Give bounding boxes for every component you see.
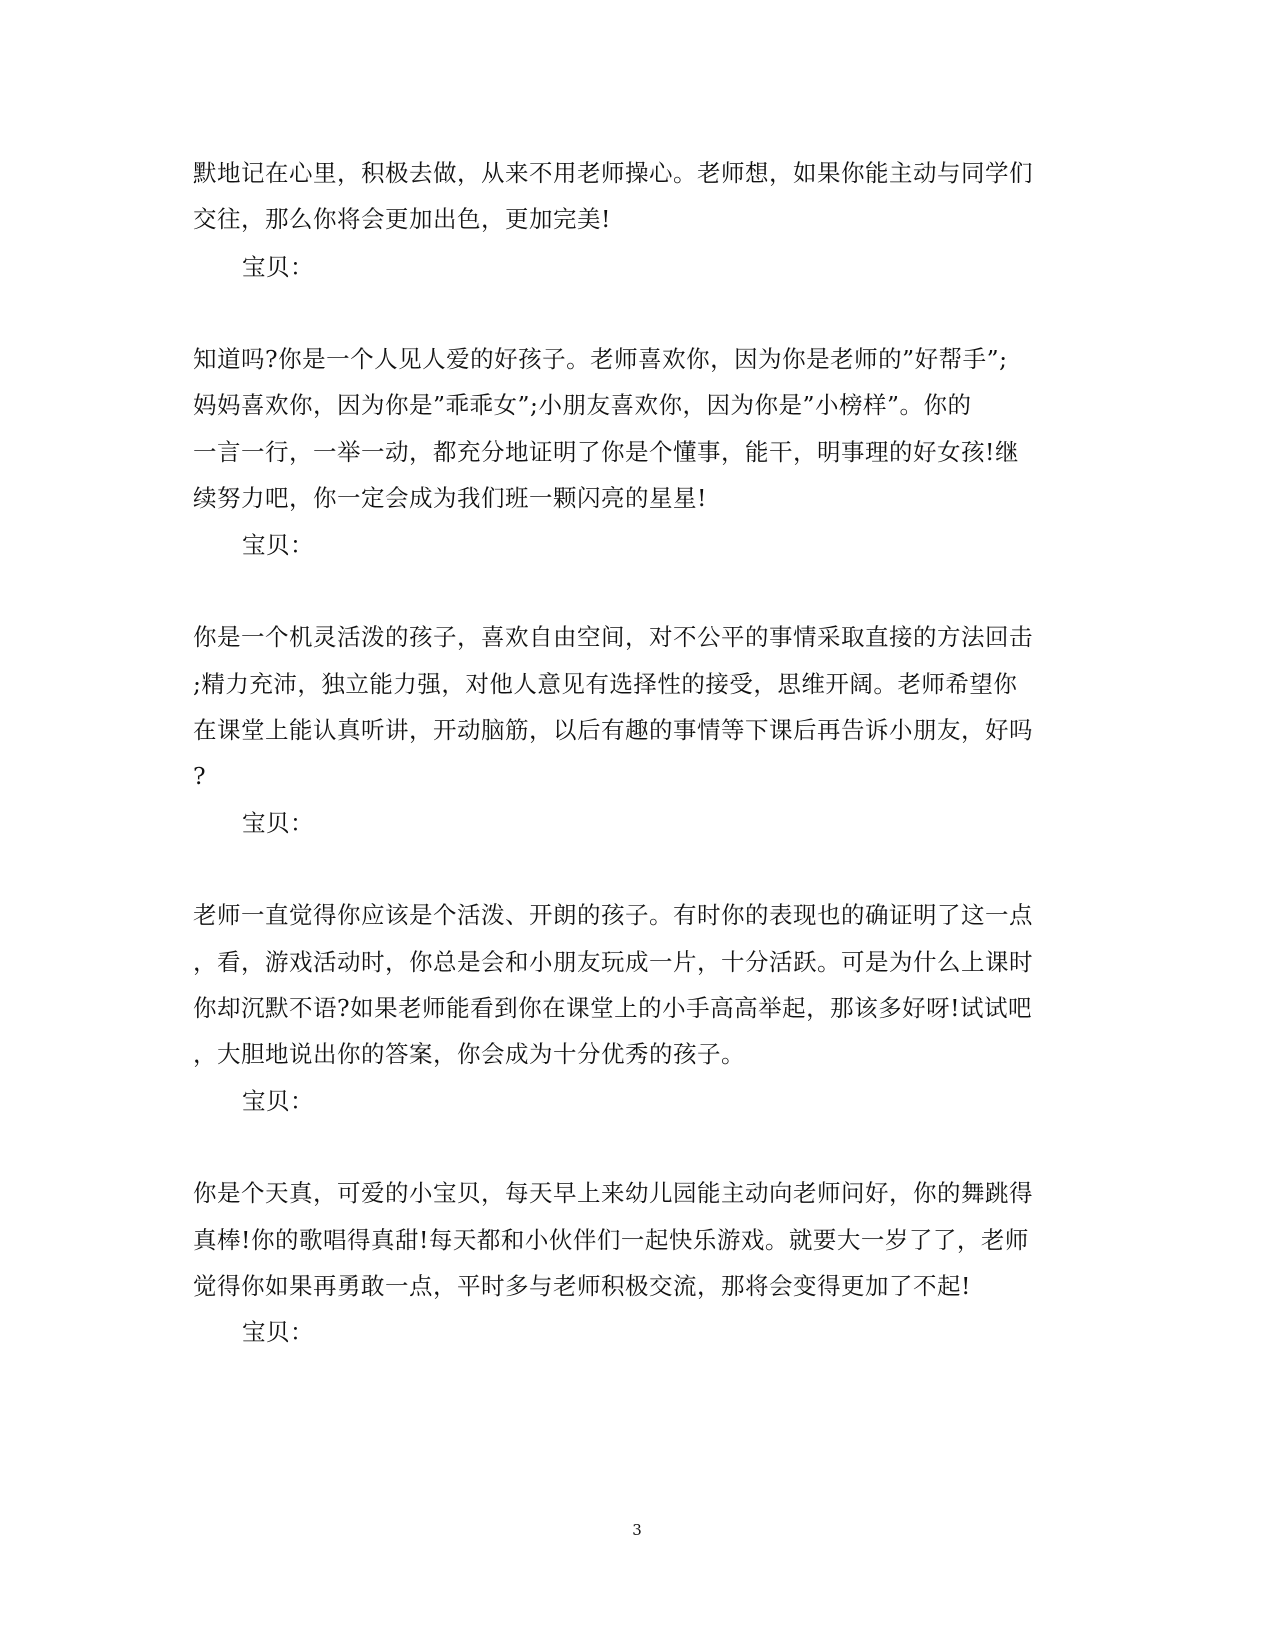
paragraph-line: ，看，游戏活动时，你总是会和小朋友玩成一片，十分活跃。可是为什么上课时 <box>193 948 1033 976</box>
greeting: 宝贝： <box>242 809 314 837</box>
greeting: 宝贝： <box>242 253 314 281</box>
paragraph-line: 你却沉默不语?如果老师能看到你在课堂上的小手高高举起，那该多好呀!试试吧 <box>193 994 1033 1022</box>
paragraph-line: ，大胆地说出你的答案，你会成为十分优秀的孩子。 <box>193 1040 745 1068</box>
paragraph-line: 默地记在心里，积极去做，从来不用老师操心。老师想，如果你能主动与同学们 <box>193 159 1033 187</box>
greeting: 宝贝： <box>242 1318 314 1346</box>
paragraph-line: 老师一直觉得你应该是个活泼、开朗的孩子。有时你的表现也的确证明了这一点 <box>193 901 1033 929</box>
paragraph-line: 知道吗?你是一个人见人爱的好孩子。老师喜欢你，因为你是老师的”好帮手”; <box>193 345 1008 373</box>
greeting: 宝贝： <box>242 531 314 559</box>
paragraph-line: 真棒!你的歌唱得真甜!每天都和小伙伴们一起快乐游戏。就要大一岁了了，老师 <box>193 1226 1029 1254</box>
paragraph-line: 续努力吧，你一定会成为我们班一颗闪亮的星星! <box>193 484 707 512</box>
paragraph-line: 你是一个机灵活泼的孩子，喜欢自由空间，对不公平的事情采取直接的方法回击 <box>193 623 1033 651</box>
paragraph-line: ;精力充沛，独立能力强，对他人意见有选择性的接受，思维开阔。老师希望你 <box>193 670 1018 698</box>
paragraph-line: 在课堂上能认真听讲，开动脑筋，以后有趣的事情等下课后再告诉小朋友，好吗 <box>193 716 1033 744</box>
page-number: 3 <box>632 1521 642 1539</box>
paragraph-line: 一言一行，一举一动，都充分地证明了你是个懂事，能干，明事理的好女孩!继 <box>193 438 1019 466</box>
paragraph-line: 觉得你如果再勇敢一点，平时多与老师积极交流，那将会变得更加了不起! <box>193 1272 971 1300</box>
paragraph-line: 你是个天真，可爱的小宝贝，每天早上来幼儿园能主动向老师问好，你的舞跳得 <box>193 1179 1033 1207</box>
paragraph-line: ? <box>193 762 207 790</box>
paragraph-line: 妈妈喜欢你，因为你是”乖乖女”;小朋友喜欢你，因为你是”小榜样”。你的 <box>193 391 972 419</box>
paragraph-line: 交往，那么你将会更加出色，更加完美! <box>193 205 611 233</box>
greeting: 宝贝： <box>242 1087 314 1115</box>
